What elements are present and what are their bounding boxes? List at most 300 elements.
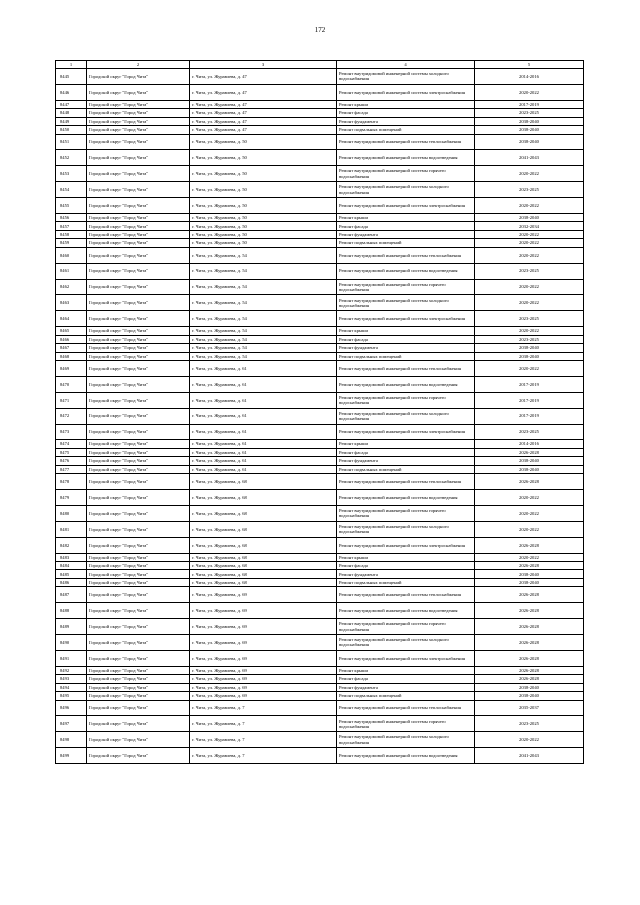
- work-type-cell: Ремонт внутридомовой инженерной системы теплоснабжения: [337, 360, 475, 376]
- table-row: [56, 700, 584, 716]
- row-number-cell: 8445: [56, 69, 87, 85]
- municipality-cell: Городской округ "Город Чита": [87, 230, 190, 238]
- period-cell: 2020-2022: [475, 279, 584, 295]
- table-row: [56, 295, 584, 311]
- period-cell: 2020-2022: [475, 166, 584, 182]
- address-cell: г. Чита, ул. Журавлева, д. 68: [190, 521, 337, 537]
- row-number-cell: 8488: [56, 603, 87, 619]
- address-cell: г. Чита, ул. Журавлева, д. 54: [190, 295, 337, 311]
- address-cell: г. Чита, ул. Журавлева, д. 61: [190, 457, 337, 465]
- work-type-cell: Ремонт фундамента: [337, 344, 475, 352]
- address-cell: г. Чита, ул. Журавлева, д. 69: [190, 666, 337, 674]
- table-row: [56, 440, 584, 448]
- column-header-address: 3: [190, 61, 337, 69]
- table-row: [56, 521, 584, 537]
- period-cell: 2038-2040: [475, 683, 584, 691]
- work-type-cell: Ремонт фасада: [337, 448, 475, 456]
- address-cell: г. Чита, ул. Журавлева, д. 50: [190, 182, 337, 198]
- table-row: [56, 635, 584, 651]
- row-number-cell: 8474: [56, 440, 87, 448]
- address-cell: г. Чита, ул. Журавлева, д. 61: [190, 424, 337, 440]
- municipality-cell: Городской округ "Город Чита": [87, 424, 190, 440]
- municipality-cell: Городской округ "Город Чита": [87, 457, 190, 465]
- address-cell: г. Чита, ул. Журавлева, д. 69: [190, 675, 337, 683]
- table-row: [56, 198, 584, 214]
- address-cell: г. Чита, ул. Журавлева, д. 7: [190, 716, 337, 732]
- address-cell: г. Чита, ул. Журавлева, д. 47: [190, 69, 337, 85]
- period-cell: 2026-2028: [475, 619, 584, 635]
- address-cell: г. Чита, ул. Журавлева, д. 54: [190, 352, 337, 360]
- work-type-cell: Ремонт внутридомовой инженерной системы холодного водоснабжения: [337, 408, 475, 424]
- work-type-cell: Ремонт внутридомовой инженерной системы горячего водоснабжения: [337, 392, 475, 408]
- work-type-cell: Ремонт крыши: [337, 553, 475, 561]
- municipality-cell: Городской округ "Город Чита": [87, 69, 190, 85]
- work-type-cell: Ремонт внутридомовой инженерной системы холодного водоснабжения: [337, 295, 475, 311]
- row-number-cell: 8463: [56, 295, 87, 311]
- address-cell: г. Чита, ул. Журавлева, д. 47: [190, 100, 337, 108]
- period-cell: 2038-2040: [475, 570, 584, 578]
- period-cell: 2023-2025: [475, 311, 584, 327]
- work-type-cell: Ремонт фасада: [337, 222, 475, 230]
- period-cell: 2026-2028: [475, 666, 584, 674]
- table-row: [56, 327, 584, 335]
- row-number-cell: 8485: [56, 570, 87, 578]
- repair-schedule-table: [55, 60, 584, 764]
- period-cell: 2038-2040: [475, 352, 584, 360]
- table-row: [56, 109, 584, 117]
- address-cell: г. Чита, ул. Журавлева, д. 69: [190, 650, 337, 666]
- municipality-cell: Городской округ "Город Чита": [87, 198, 190, 214]
- period-cell: 2041-2043: [475, 150, 584, 166]
- address-cell: г. Чита, ул. Журавлева, д. 50: [190, 213, 337, 221]
- address-cell: г. Чита, ул. Журавлева, д. 50: [190, 166, 337, 182]
- period-cell: 2023-2025: [475, 335, 584, 343]
- work-type-cell: Ремонт внутридомовой инженерной системы электроснабжения: [337, 424, 475, 440]
- work-type-cell: Ремонт внутридомовой инженерной системы холодного водоснабжения: [337, 635, 475, 651]
- row-number-cell: 8492: [56, 666, 87, 674]
- period-cell: 2023-2025: [475, 263, 584, 279]
- work-type-cell: Ремонт внутридомовой инженерной системы горячего водоснабжения: [337, 279, 475, 295]
- row-number-cell: 8480: [56, 505, 87, 521]
- work-type-cell: Ремонт внутридомовой инженерной системы теплоснабжения: [337, 700, 475, 716]
- municipality-cell: Городской округ "Город Чита": [87, 619, 190, 635]
- period-cell: 2026-2028: [475, 650, 584, 666]
- page-number: 172: [314, 26, 326, 34]
- row-number-cell: 8467: [56, 344, 87, 352]
- row-number-cell: 8469: [56, 360, 87, 376]
- period-cell: 2020-2022: [475, 553, 584, 561]
- table-row: [56, 587, 584, 603]
- work-type-cell: Ремонт внутридомовой инженерной системы теплоснабжения: [337, 247, 475, 263]
- table-row: [56, 213, 584, 221]
- work-type-cell: Ремонт подвальных помещений: [337, 578, 475, 586]
- period-cell: 2026-2028: [475, 587, 584, 603]
- work-type-cell: Ремонт фундамента: [337, 230, 475, 238]
- period-cell: 2026-2028: [475, 474, 584, 490]
- municipality-cell: Городской округ "Город Чита": [87, 505, 190, 521]
- municipality-cell: Городской округ "Город Чита": [87, 570, 190, 578]
- address-cell: г. Чита, ул. Журавлева, д. 54: [190, 279, 337, 295]
- period-cell: 2020-2022: [475, 490, 584, 506]
- municipality-cell: Городской округ "Город Чита": [87, 692, 190, 700]
- table-row: [56, 474, 584, 490]
- municipality-cell: Городской округ "Город Чита": [87, 716, 190, 732]
- period-cell: 2026-2028: [475, 537, 584, 553]
- work-type-cell: Ремонт внутридомовой инженерной системы водоотведения: [337, 376, 475, 392]
- period-cell: 2038-2040: [475, 344, 584, 352]
- row-number-cell: 8473: [56, 424, 87, 440]
- row-number-cell: 8489: [56, 619, 87, 635]
- period-cell: 2038-2040: [475, 465, 584, 473]
- period-cell: 2020-2022: [475, 198, 584, 214]
- address-cell: г. Чита, ул. Журавлева, д. 50: [190, 230, 337, 238]
- table-row: [56, 448, 584, 456]
- row-number-cell: 8457: [56, 222, 87, 230]
- municipality-cell: Городской округ "Город Чита": [87, 344, 190, 352]
- address-cell: г. Чита, ул. Журавлева, д. 50: [190, 150, 337, 166]
- period-cell: 2026-2028: [475, 675, 584, 683]
- period-cell: 2017-2019: [475, 392, 584, 408]
- work-type-cell: Ремонт крыши: [337, 213, 475, 221]
- table-row: [56, 619, 584, 635]
- table-row: [56, 603, 584, 619]
- row-number-cell: 8494: [56, 683, 87, 691]
- work-type-cell: Ремонт фасада: [337, 335, 475, 343]
- table-row: [56, 424, 584, 440]
- row-number-cell: 8446: [56, 84, 87, 100]
- address-cell: г. Чита, ул. Журавлева, д. 54: [190, 311, 337, 327]
- municipality-cell: Городской округ "Город Чита": [87, 360, 190, 376]
- table-row: [56, 650, 584, 666]
- municipality-cell: Городской округ "Город Чита": [87, 263, 190, 279]
- table-row: [56, 732, 584, 748]
- period-cell: 2038-2040: [475, 578, 584, 586]
- table-row: [56, 247, 584, 263]
- period-cell: 2020-2022: [475, 84, 584, 100]
- period-cell: 2038-2040: [475, 692, 584, 700]
- work-type-cell: Ремонт фундамента: [337, 117, 475, 125]
- address-cell: г. Чита, ул. Журавлева, д. 68: [190, 553, 337, 561]
- period-cell: 2041-2043: [475, 748, 584, 764]
- address-cell: г. Чита, ул. Журавлева, д. 7: [190, 700, 337, 716]
- municipality-cell: Городской округ "Город Чита": [87, 134, 190, 150]
- municipality-cell: Городской округ "Город Чита": [87, 126, 190, 134]
- table-row: [56, 166, 584, 182]
- table-row: [56, 311, 584, 327]
- period-cell: 2020-2022: [475, 230, 584, 238]
- work-type-cell: Ремонт внутридомовой инженерной системы горячего водоснабжения: [337, 619, 475, 635]
- work-type-cell: Ремонт внутридомовой инженерной системы водоотведения: [337, 748, 475, 764]
- row-number-cell: 8456: [56, 213, 87, 221]
- table-row: [56, 376, 584, 392]
- municipality-cell: Городской округ "Город Чита": [87, 490, 190, 506]
- municipality-cell: Городской округ "Город Чита": [87, 603, 190, 619]
- table-row: [56, 675, 584, 683]
- period-cell: 2023-2025: [475, 182, 584, 198]
- municipality-cell: Городской округ "Город Чита": [87, 117, 190, 125]
- table-row: [56, 666, 584, 674]
- municipality-cell: Городской округ "Город Чита": [87, 675, 190, 683]
- municipality-cell: Городской округ "Город Чита": [87, 100, 190, 108]
- row-number-cell: 8460: [56, 247, 87, 263]
- table-row: [56, 716, 584, 732]
- table-row: [56, 335, 584, 343]
- period-cell: 2020-2022: [475, 239, 584, 247]
- municipality-cell: Городской округ "Город Чита": [87, 222, 190, 230]
- row-number-cell: 8454: [56, 182, 87, 198]
- work-type-cell: Ремонт внутридомовой инженерной системы холодного водоснабжения: [337, 69, 475, 85]
- work-type-cell: Ремонт внутридомовой инженерной системы холодного водоснабжения: [337, 182, 475, 198]
- table-row: [56, 126, 584, 134]
- municipality-cell: Городской округ "Город Чита": [87, 279, 190, 295]
- address-cell: г. Чита, ул. Журавлева, д. 68: [190, 570, 337, 578]
- table-row: [56, 553, 584, 561]
- row-number-cell: 8470: [56, 376, 87, 392]
- table-row: [56, 490, 584, 506]
- work-type-cell: Ремонт внутридомовой инженерной системы теплоснабжения: [337, 587, 475, 603]
- address-cell: г. Чита, ул. Журавлева, д. 50: [190, 198, 337, 214]
- work-type-cell: Ремонт подвальных помещений: [337, 465, 475, 473]
- municipality-cell: Городской округ "Город Чита": [87, 748, 190, 764]
- row-number-cell: 8447: [56, 100, 87, 108]
- table-row: [56, 683, 584, 691]
- municipality-cell: Городской округ "Город Чита": [87, 650, 190, 666]
- work-type-cell: Ремонт внутридомовой инженерной системы горячего водоснабжения: [337, 716, 475, 732]
- period-cell: 2023-2025: [475, 424, 584, 440]
- work-type-cell: Ремонт внутридомовой инженерной системы водоотведения: [337, 603, 475, 619]
- address-cell: г. Чита, ул. Журавлева, д. 61: [190, 360, 337, 376]
- table-row: [56, 570, 584, 578]
- row-number-cell: 8471: [56, 392, 87, 408]
- row-number-cell: 8497: [56, 716, 87, 732]
- work-type-cell: Ремонт внутридомовой инженерной системы водоотведения: [337, 150, 475, 166]
- row-number-cell: 8452: [56, 150, 87, 166]
- municipality-cell: Городской округ "Город Чита": [87, 352, 190, 360]
- row-number-cell: 8455: [56, 198, 87, 214]
- period-cell: 2038-2040: [475, 134, 584, 150]
- period-cell: 2020-2022: [475, 505, 584, 521]
- table-row: [56, 505, 584, 521]
- address-cell: г. Чита, ул. Журавлева, д. 69: [190, 692, 337, 700]
- address-cell: г. Чита, ул. Журавлева, д. 50: [190, 134, 337, 150]
- address-cell: г. Чита, ул. Журавлева, д. 61: [190, 448, 337, 456]
- address-cell: г. Чита, ул. Журавлева, д. 47: [190, 117, 337, 125]
- municipality-cell: Городской округ "Город Чита": [87, 166, 190, 182]
- table-row: [56, 239, 584, 247]
- work-type-cell: Ремонт внутридомовой инженерной системы горячего водоснабжения: [337, 505, 475, 521]
- work-type-cell: Ремонт подвальных помещений: [337, 126, 475, 134]
- municipality-cell: Городской округ "Город Чита": [87, 683, 190, 691]
- work-type-cell: Ремонт подвальных помещений: [337, 692, 475, 700]
- address-cell: г. Чита, ул. Журавлева, д. 47: [190, 109, 337, 117]
- row-number-cell: 8478: [56, 474, 87, 490]
- work-type-cell: Ремонт внутридомовой инженерной системы электроснабжения: [337, 198, 475, 214]
- table-row: [56, 279, 584, 295]
- period-cell: 2035-2037: [475, 700, 584, 716]
- row-number-cell: 8453: [56, 166, 87, 182]
- row-number-cell: 8466: [56, 335, 87, 343]
- table-row: [56, 182, 584, 198]
- row-number-cell: 8491: [56, 650, 87, 666]
- row-number-cell: 8484: [56, 562, 87, 570]
- municipality-cell: Городской округ "Город Чита": [87, 150, 190, 166]
- row-number-cell: 8461: [56, 263, 87, 279]
- period-cell: 2014-2016: [475, 440, 584, 448]
- column-header-period: 5: [475, 61, 584, 69]
- table-row: [56, 392, 584, 408]
- address-cell: г. Чита, ул. Журавлева, д. 68: [190, 505, 337, 521]
- period-cell: 2026-2028: [475, 562, 584, 570]
- municipality-cell: Городской округ "Город Чита": [87, 182, 190, 198]
- municipality-cell: Городской округ "Город Чита": [87, 732, 190, 748]
- address-cell: г. Чита, ул. Журавлева, д. 61: [190, 465, 337, 473]
- row-number-cell: 8477: [56, 465, 87, 473]
- row-number-cell: 8472: [56, 408, 87, 424]
- table-row: [56, 222, 584, 230]
- table-header-row: [56, 61, 584, 69]
- address-cell: г. Чита, ул. Журавлева, д. 54: [190, 344, 337, 352]
- period-cell: 2017-2019: [475, 376, 584, 392]
- address-cell: г. Чита, ул. Журавлева, д. 54: [190, 335, 337, 343]
- municipality-cell: Городской округ "Город Чита": [87, 521, 190, 537]
- table-row: [56, 578, 584, 586]
- period-cell: 2020-2022: [475, 732, 584, 748]
- table-body: [56, 69, 584, 764]
- work-type-cell: Ремонт внутридомовой инженерной системы водоотведения: [337, 263, 475, 279]
- municipality-cell: Городской округ "Город Чита": [87, 335, 190, 343]
- row-number-cell: 8483: [56, 553, 87, 561]
- row-number-cell: 8479: [56, 490, 87, 506]
- row-number-cell: 8499: [56, 748, 87, 764]
- work-type-cell: Ремонт внутридомовой инженерной системы электроснабжения: [337, 311, 475, 327]
- address-cell: г. Чита, ул. Журавлева, д. 61: [190, 376, 337, 392]
- row-number-cell: 8490: [56, 635, 87, 651]
- address-cell: г. Чита, ул. Журавлева, д. 61: [190, 440, 337, 448]
- table-row: [56, 457, 584, 465]
- table-row: [56, 344, 584, 352]
- period-cell: 2038-2040: [475, 126, 584, 134]
- municipality-cell: Городской округ "Город Чита": [87, 666, 190, 674]
- address-cell: г. Чита, ул. Журавлева, д. 68: [190, 578, 337, 586]
- municipality-cell: Городской округ "Город Чита": [87, 537, 190, 553]
- address-cell: г. Чита, ул. Журавлева, д. 69: [190, 683, 337, 691]
- municipality-cell: Городской округ "Город Чита": [87, 474, 190, 490]
- period-cell: 2038-2040: [475, 117, 584, 125]
- period-cell: 2038-2040: [475, 213, 584, 221]
- municipality-cell: Городской округ "Город Чита": [87, 392, 190, 408]
- work-type-cell: Ремонт фундамента: [337, 570, 475, 578]
- row-number-cell: 8464: [56, 311, 87, 327]
- table-row: [56, 562, 584, 570]
- municipality-cell: Городской округ "Город Чита": [87, 376, 190, 392]
- row-number-cell: 8475: [56, 448, 87, 456]
- municipality-cell: Городской округ "Город Чита": [87, 635, 190, 651]
- column-header-work-type: 4: [337, 61, 475, 69]
- period-cell: 2023-2025: [475, 716, 584, 732]
- address-cell: г. Чита, ул. Журавлева, д. 54: [190, 327, 337, 335]
- table-row: [56, 230, 584, 238]
- municipality-cell: Городской округ "Город Чита": [87, 448, 190, 456]
- work-type-cell: Ремонт внутридомовой инженерной системы теплоснабжения: [337, 474, 475, 490]
- municipality-cell: Городской округ "Город Чита": [87, 700, 190, 716]
- table-row: [56, 134, 584, 150]
- municipality-cell: Городской округ "Город Чита": [87, 408, 190, 424]
- municipality-cell: Городской округ "Город Чита": [87, 213, 190, 221]
- address-cell: г. Чита, ул. Журавлева, д. 50: [190, 222, 337, 230]
- municipality-cell: Городской округ "Город Чита": [87, 247, 190, 263]
- table-row: [56, 537, 584, 553]
- row-number-cell: 8449: [56, 117, 87, 125]
- row-number-cell: 8487: [56, 587, 87, 603]
- municipality-cell: Городской округ "Город Чита": [87, 311, 190, 327]
- work-type-cell: Ремонт фундамента: [337, 683, 475, 691]
- period-cell: 2026-2028: [475, 635, 584, 651]
- address-cell: г. Чита, ул. Журавлева, д. 69: [190, 635, 337, 651]
- work-type-cell: Ремонт внутридомовой инженерной системы водоотведения: [337, 490, 475, 506]
- municipality-cell: Городской округ "Город Чита": [87, 440, 190, 448]
- address-cell: г. Чита, ул. Журавлева, д. 7: [190, 732, 337, 748]
- address-cell: г. Чита, ул. Журавлева, д. 68: [190, 562, 337, 570]
- row-number-cell: 8450: [56, 126, 87, 134]
- work-type-cell: Ремонт внутридомовой инженерной системы холодного водоснабжения: [337, 732, 475, 748]
- period-cell: 2020-2022: [475, 295, 584, 311]
- row-number-cell: 8459: [56, 239, 87, 247]
- work-type-cell: Ремонт крыши: [337, 440, 475, 448]
- row-number-cell: 8458: [56, 230, 87, 238]
- work-type-cell: Ремонт подвальных помещений: [337, 239, 475, 247]
- row-number-cell: 8448: [56, 109, 87, 117]
- address-cell: г. Чита, ул. Журавлева, д. 69: [190, 587, 337, 603]
- municipality-cell: Городской округ "Город Чита": [87, 587, 190, 603]
- municipality-cell: Городской округ "Город Чита": [87, 465, 190, 473]
- address-cell: г. Чита, ул. Журавлева, д. 47: [190, 126, 337, 134]
- address-cell: г. Чита, ул. Журавлева, д. 61: [190, 408, 337, 424]
- table-row: [56, 263, 584, 279]
- work-type-cell: Ремонт фасада: [337, 109, 475, 117]
- work-type-cell: Ремонт подвальных помещений: [337, 352, 475, 360]
- work-type-cell: Ремонт внутридомовой инженерной системы холодного водоснабжения: [337, 521, 475, 537]
- row-number-cell: 8498: [56, 732, 87, 748]
- work-type-cell: Ремонт фундамента: [337, 457, 475, 465]
- table-row: [56, 360, 584, 376]
- municipality-cell: Городской округ "Город Чита": [87, 327, 190, 335]
- work-type-cell: Ремонт фасада: [337, 675, 475, 683]
- municipality-cell: Городской округ "Город Чита": [87, 553, 190, 561]
- table-row: [56, 100, 584, 108]
- work-type-cell: Ремонт внутридомовой инженерной системы теплоснабжения: [337, 134, 475, 150]
- address-cell: г. Чита, ул. Журавлева, д. 54: [190, 247, 337, 263]
- row-number-cell: 8493: [56, 675, 87, 683]
- table-row: [56, 748, 584, 764]
- table-row: [56, 117, 584, 125]
- municipality-cell: Городской округ "Город Чита": [87, 109, 190, 117]
- address-cell: г. Чита, ул. Журавлева, д. 54: [190, 263, 337, 279]
- address-cell: г. Чита, ул. Журавлева, д. 68: [190, 537, 337, 553]
- table-row: [56, 84, 584, 100]
- column-header-municipality: 2: [87, 61, 190, 69]
- address-cell: г. Чита, ул. Журавлева, д. 50: [190, 239, 337, 247]
- period-cell: 2026-2028: [475, 603, 584, 619]
- row-number-cell: 8451: [56, 134, 87, 150]
- table-row: [56, 352, 584, 360]
- row-number-cell: 8468: [56, 352, 87, 360]
- table-row: [56, 150, 584, 166]
- work-type-cell: Ремонт внутридомовой инженерной системы электроснабжения: [337, 84, 475, 100]
- row-number-cell: 8495: [56, 692, 87, 700]
- work-type-cell: Ремонт фасада: [337, 562, 475, 570]
- address-cell: г. Чита, ул. Журавлева, д. 69: [190, 619, 337, 635]
- row-number-cell: 8462: [56, 279, 87, 295]
